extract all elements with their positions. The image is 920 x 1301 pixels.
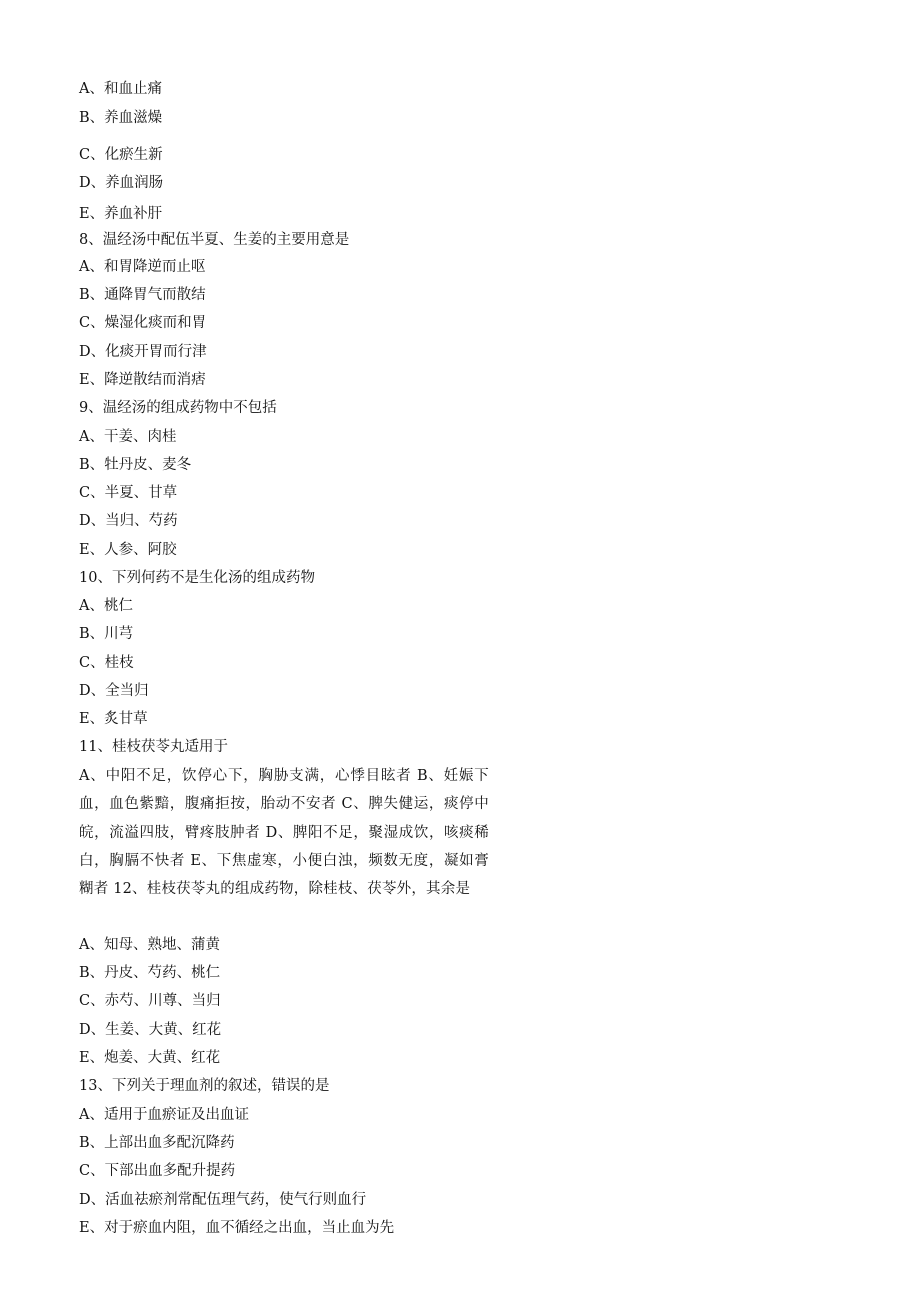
q13-option-d: D、活血祛瘀剂常配伍理气药，使气行则血行	[79, 1192, 367, 1208]
q9-option-e: E、人参、阿胶	[79, 542, 177, 558]
q8-option-a: A、和胃降逆而止呕	[79, 259, 206, 275]
q10-question: 10、下列何药不是生化汤的组成药物	[79, 570, 315, 586]
q8-question: 8、温经汤中配伍半夏、生姜的主要用意是	[79, 232, 350, 248]
q8-option-b: B、通降胃气而散结	[79, 287, 206, 303]
q7-option-a: A、和血止痛	[79, 81, 162, 97]
q13-option-e: E、对于瘀血内阻，血不循经之出血，当止血为先	[79, 1220, 395, 1236]
q7-option-e: E、养血补肝	[79, 206, 163, 222]
q10-option-d: D、全当归	[79, 683, 149, 699]
q11-question: 11、桂枝茯苓丸适用于	[79, 739, 228, 755]
q11-options-paragraph: A、中阳不足，饮停心下，胸胁支满，心悸目眩者 B、妊娠下血，血色紫黯，腹痛拒按，胎动不安者 C、脾失健运，痰停中皖，流溢四肢，臂疼肢肿者 D、脾阳不足，聚湿成饮，咳痰稀白，胸膈不快者 E、下焦虚寒，小便白浊，频数无度，凝如膏糊者 12、桂枝茯苓丸的组成药物，除桂枝、茯苓外，其余是	[79, 768, 489, 898]
q9-question: 9、温经汤的组成药物中不包括	[79, 400, 277, 416]
q10-option-a: A、桃仁	[79, 598, 133, 614]
q13-question: 13、下列关于理血剂的叙述，错误的是	[79, 1078, 330, 1094]
q13-option-c: C、下部出血多配升提药	[79, 1163, 236, 1179]
q8-option-d: D、化痰开胃而行津	[79, 344, 207, 360]
q10-option-b: B、川芎	[79, 626, 134, 642]
q8-option-e: E、降逆散结而消痞	[79, 372, 206, 388]
q12-option-e: E、炮姜、大黄、红花	[79, 1050, 221, 1066]
q12-option-a: A、知母、熟地、蒲黄	[79, 937, 220, 953]
q7-option-d: D、养血润肠	[79, 175, 164, 191]
q10-option-e: E、炙甘草	[79, 711, 148, 727]
q7-option-c: C、化瘀生新	[79, 147, 163, 163]
q13-option-b: B、上部出血多配沉降药	[79, 1135, 235, 1151]
q13-option-a: A、适用于血瘀证及出血证	[79, 1107, 249, 1123]
q8-option-c: C、燥湿化痰而和胃	[79, 315, 207, 331]
q12-option-c: C、赤芍、川尊、当归	[79, 993, 221, 1009]
q10-option-c: C、桂枝	[79, 655, 134, 671]
q9-option-c: C、半夏、甘草	[79, 485, 178, 501]
q12-option-d: D、生姜、大黄、红花	[79, 1022, 222, 1038]
q9-option-a: A、干姜、肉桂	[79, 429, 177, 445]
q7-option-b: B、养血滋燥	[79, 110, 163, 126]
q9-option-d: D、当归、芍药	[79, 513, 178, 529]
q9-option-b: B、牡丹皮、麦冬	[79, 457, 192, 473]
q12-option-b: B、丹皮、芍药、桃仁	[79, 965, 221, 981]
